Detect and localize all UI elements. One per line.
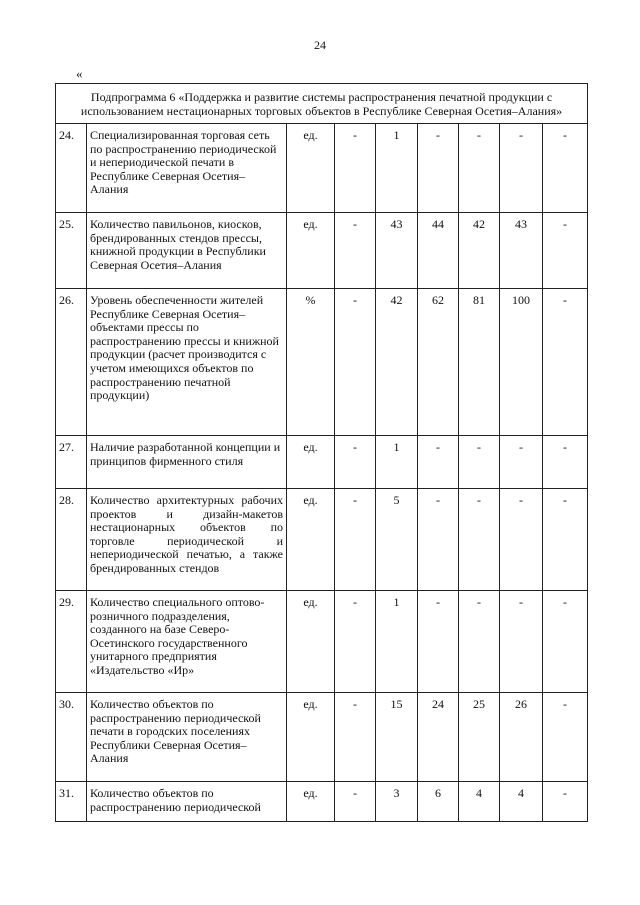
row-value: - xyxy=(335,436,376,489)
row-value: - xyxy=(335,489,376,591)
row-number: 29. xyxy=(56,591,87,693)
row-value: 1 xyxy=(376,591,418,693)
row-value: - xyxy=(543,289,588,436)
row-value: - xyxy=(335,124,376,213)
row-number: 30. xyxy=(56,693,87,782)
row-value: - xyxy=(418,591,459,693)
row-number: 31. xyxy=(56,782,87,822)
row-value: - xyxy=(543,124,588,213)
page-number: 24 xyxy=(314,38,326,52)
row-value: - xyxy=(543,213,588,289)
row-unit: ед. xyxy=(287,782,335,822)
row-value: 62 xyxy=(418,289,459,436)
row-value: - xyxy=(543,591,588,693)
row-description: Специализированная торговая сеть по распространению периодической и непериодической печати в Республике Северная Осетия–Алания xyxy=(87,124,287,213)
row-number: 25. xyxy=(56,213,87,289)
row-value: - xyxy=(500,436,543,489)
row-unit: ед. xyxy=(287,124,335,213)
row-value: - xyxy=(335,591,376,693)
row-value: - xyxy=(459,591,500,693)
row-value: 6 xyxy=(418,782,459,822)
table-row xyxy=(56,489,588,591)
row-value: 4 xyxy=(459,782,500,822)
row-description: Количество павильонов, киосков, брендированных стендов прессы, книжной продукции в Республики Северная Осетия–Алания xyxy=(87,213,287,289)
row-value: - xyxy=(543,693,588,782)
subprogram-title: Подпрограмма 6 «Поддержка и развитие системы распространения печатной продукции с использованием нестационарных торговых объектов в Республике Северная Осетия–Алания» xyxy=(56,84,588,124)
row-value: - xyxy=(543,782,588,822)
table-row xyxy=(56,782,588,822)
row-unit: ед. xyxy=(287,591,335,693)
indicators-table xyxy=(55,83,588,822)
row-number: 26. xyxy=(56,289,87,436)
row-value: - xyxy=(500,591,543,693)
row-value: - xyxy=(500,489,543,591)
row-value: 4 xyxy=(500,782,543,822)
row-value: 3 xyxy=(376,782,418,822)
row-description: Уровень обеспеченности жителей Республике Северная Осетия–объектами прессы по распространению прессы и книжной продукции (расчет производится с учетом имеющихся объектов по распространению печатной продукции) xyxy=(87,289,287,436)
row-value: 42 xyxy=(459,213,500,289)
row-value: - xyxy=(335,693,376,782)
row-description: Количество объектов по распространению периодической печати в городских поселениях Республики Северная Осетия–Алания xyxy=(87,693,287,782)
row-value: 42 xyxy=(376,289,418,436)
row-value: - xyxy=(335,289,376,436)
row-value: 15 xyxy=(376,693,418,782)
row-unit: ед. xyxy=(287,693,335,782)
row-value: - xyxy=(418,489,459,591)
row-value: - xyxy=(335,213,376,289)
row-value: 81 xyxy=(459,289,500,436)
row-value: 26 xyxy=(500,693,543,782)
row-description: Количество объектов по распространению периодической xyxy=(87,782,287,822)
row-value: - xyxy=(543,436,588,489)
row-unit: % xyxy=(287,289,335,436)
row-value: - xyxy=(543,489,588,591)
row-value: 43 xyxy=(376,213,418,289)
subprogram-header-row xyxy=(56,84,588,124)
row-number: 27. xyxy=(56,436,87,489)
row-value: - xyxy=(418,124,459,213)
row-unit: ед. xyxy=(287,489,335,591)
row-value: 43 xyxy=(500,213,543,289)
row-value: 25 xyxy=(459,693,500,782)
table-row xyxy=(56,693,588,782)
row-number: 28. xyxy=(56,489,87,591)
row-number: 24. xyxy=(56,124,87,213)
row-value: 1 xyxy=(376,436,418,489)
row-unit: ед. xyxy=(287,436,335,489)
opening-quote: « xyxy=(76,66,83,81)
row-description: Количество архитектурных рабочих проектов и дизайн-макетов нестационарных объектов по торговле периодической и непериодической печатью, а также брендированных стендов xyxy=(87,489,287,591)
row-description: Количество специального оптово-розничного подразделения, созданного на базе Северо-Осетинского государственного унитарного предприятия «Издательство «Ир» xyxy=(87,591,287,693)
row-unit: ед. xyxy=(287,213,335,289)
table-row xyxy=(56,591,588,693)
row-value: 5 xyxy=(376,489,418,591)
row-value: 100 xyxy=(500,289,543,436)
table-row xyxy=(56,436,588,489)
row-value: - xyxy=(459,489,500,591)
table-row xyxy=(56,213,588,289)
row-value: - xyxy=(500,124,543,213)
table-row xyxy=(56,124,588,213)
table-row xyxy=(56,289,588,436)
row-value: 24 xyxy=(418,693,459,782)
row-description: Наличие разработанной концепции и принципов фирменного стиля xyxy=(87,436,287,489)
row-value: - xyxy=(459,124,500,213)
row-value: - xyxy=(418,436,459,489)
row-value: 1 xyxy=(376,124,418,213)
row-value: 44 xyxy=(418,213,459,289)
row-value: - xyxy=(335,782,376,822)
row-value: - xyxy=(459,436,500,489)
